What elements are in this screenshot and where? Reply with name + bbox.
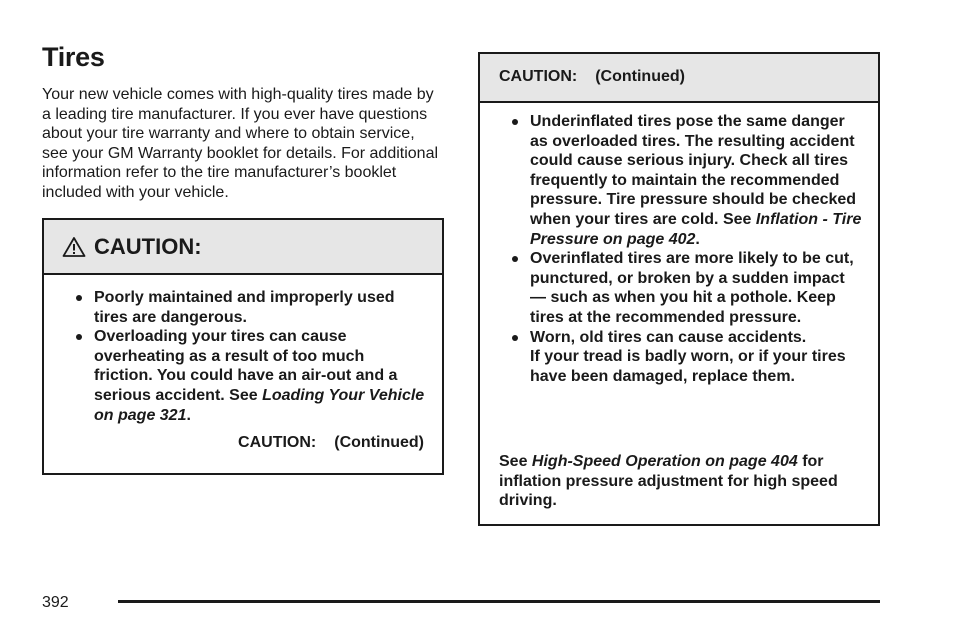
caution-continued-label: CAUTION: (Continued) [238,434,424,451]
warning-triangle-icon [62,236,86,258]
caution-title: CAUTION: [94,234,202,259]
caution-box-header [44,220,442,275]
caution-box [42,218,444,475]
page-number: 392 [42,594,69,611]
intro-paragraph: Your new vehicle comes with high-quality tires made by a leading tire manufacturer. If you ever have questions about your tire warranty and where to obtain service, see your GM Warranty booklet for details. For additional information refer to the tire manufacturer’s booklet included with your vehicle. [42,86,439,201]
list-item: Overinflated tires are more likely to be cut, punctured, or broken by a sudden impact — such as when you hit a pothole. Keep tires at the recommended pressure. [512,249,862,327]
page-reference: Inflation - Tire Pressure on page 402 [530,210,862,248]
page-title: Tires [42,42,105,72]
list-item: Poorly maintained and improperly used tires are dangerous. [76,288,426,327]
caution-bullet-list [76,288,426,425]
see-reference-paragraph: See High-Speed Operation on page 404 for inflation pressure adjustment for high speed driving. [499,453,838,510]
list-item-followup: If your tread is badly worn, or if your tires have been damaged, replace them. [530,348,846,385]
page-reference: Loading Your Vehicle on page 321 [94,386,425,424]
footer-rule [118,600,880,603]
page-reference: High-Speed Operation on page 404 [531,453,798,470]
list-item: Overloading your tires can cause overheating as a result of too much friction. You could have an air-out and a serious accident. See Loading Your Vehicle on page 321. [76,327,426,425]
caution-continued-bullet-list [512,112,862,386]
list-item: Underinflated tires pose the same danger as overloaded tires. The resulting accident could cause serious injury. Check all tires frequently to maintain the recommended pressure. Tire pressure should be checked when your tires are cold. See Inflation - Tire Pressure on page 402. [512,112,862,249]
list-item: Worn, old tires can cause accidents. [512,328,862,348]
caution-continued-header: CAUTION: (Continued) [480,54,878,103]
caution-continued-box [478,52,880,526]
